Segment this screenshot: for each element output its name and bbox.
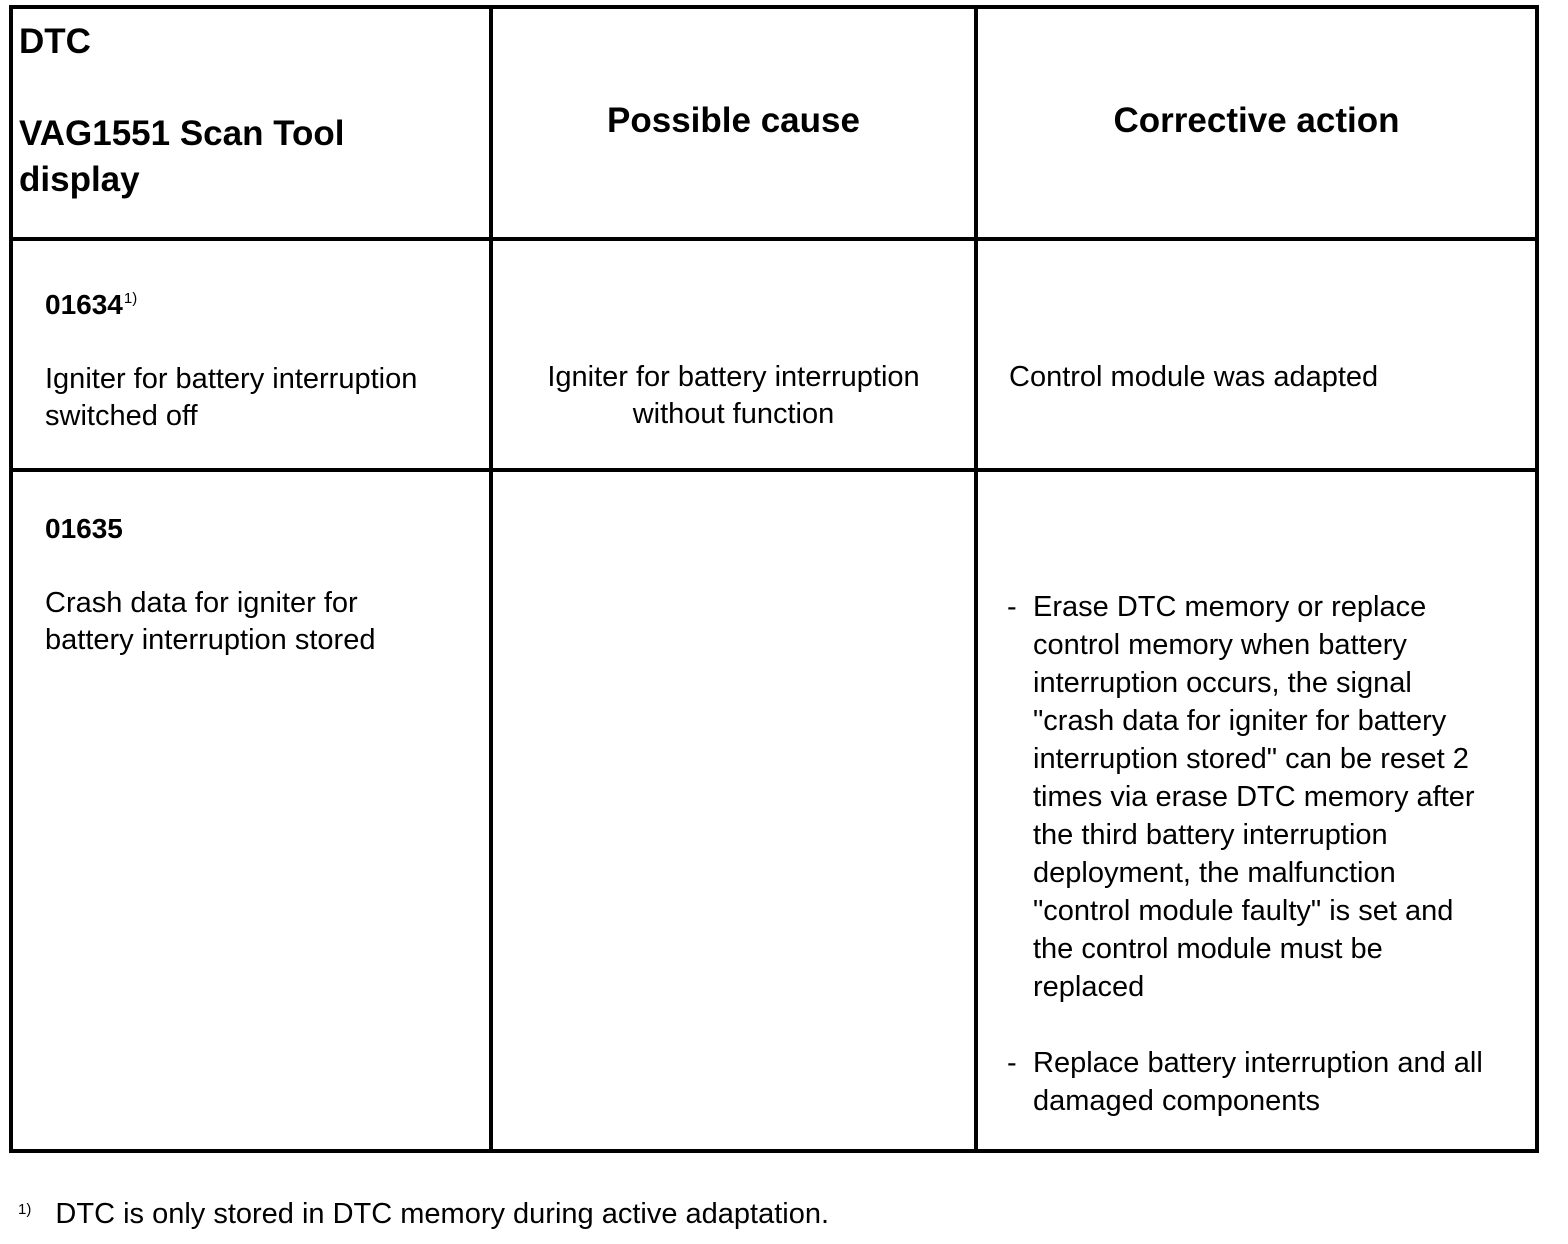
corrective-action-text: Replace battery interruption and all damaged components: [1033, 1047, 1483, 1117]
possible-cause-text: Igniter for battery interruption without function: [547, 361, 920, 430]
header-corrective-action-label: Corrective action: [1113, 101, 1400, 140]
footnote-marker: 1): [18, 1201, 32, 1218]
footnote: [18, 1196, 829, 1232]
row-01635-dtc: [13, 472, 493, 1149]
bullet-dash: -: [1007, 1047, 1017, 1079]
corrective-action-item: [1007, 588, 1487, 1006]
row-01635-corrective-action: [978, 472, 1535, 1149]
row-01634-possible-cause: [493, 241, 978, 472]
corrective-action-text: Control module was adapted: [1009, 361, 1379, 393]
header-possible-cause-label: Possible cause: [607, 101, 860, 140]
footnote-marker: 1): [123, 290, 138, 307]
dtc-code: 01635: [45, 513, 123, 544]
dtc-description: Crash data for igniter for battery interruption stored: [45, 587, 376, 656]
footnote-text: DTC is only stored in DTC memory during active adaptation.: [55, 1198, 830, 1230]
row-01635-possible-cause: [493, 472, 978, 1149]
corrective-action-text: Erase DTC memory or replace control memory when battery interruption occurs, the signal "crash data for igniter for battery interruption stored" can be reset 2 times via erase DTC memory after the third battery interruption deployment, the malfunction "control module faulty" is set and the control module must be replaced: [1033, 591, 1475, 1003]
header-possible-cause: [493, 9, 978, 241]
dtc-table: [9, 5, 1539, 1153]
header-corrective-action: [978, 9, 1535, 241]
dtc-description: Igniter for battery interruption switched off: [45, 363, 418, 432]
header-dtc: [13, 9, 493, 241]
row-01634-corrective-action: [978, 241, 1535, 472]
header-dtc-label: DTC: [19, 22, 91, 61]
bullet-dash: -: [1007, 591, 1017, 623]
header-scan-tool-display: VAG1551 Scan Tool display: [19, 114, 345, 199]
row-01634-dtc: [13, 241, 493, 472]
dtc-code: 01634$^{1)}$: [45, 289, 138, 320]
corrective-action-item: [1007, 1044, 1487, 1120]
